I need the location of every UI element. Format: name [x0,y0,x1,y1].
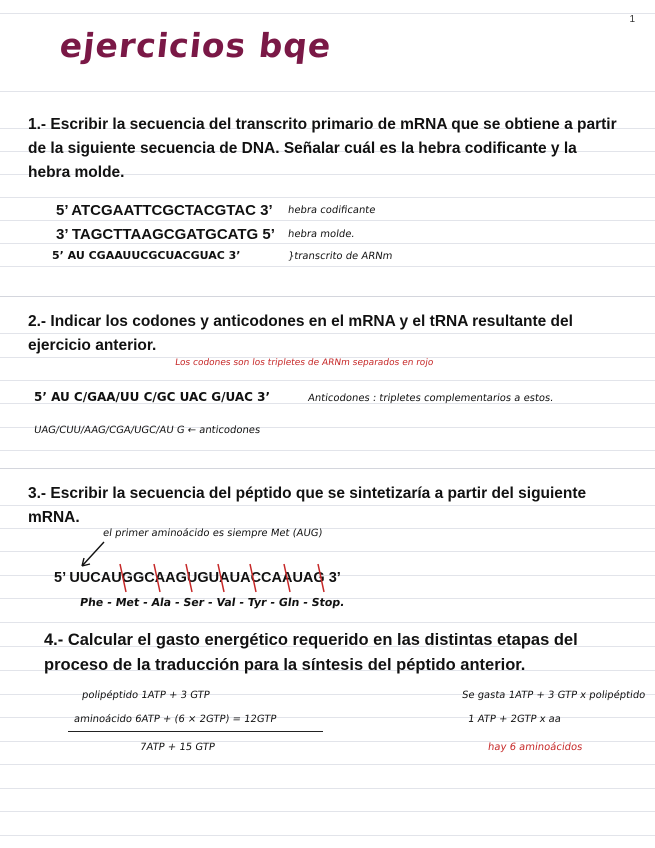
ruled-line [0,380,655,381]
ruled-line [0,266,655,267]
dna-template-strand: 3’ TAGCTTAAGCGATGCATG 5’ [56,226,275,243]
amino-acid-count-note: hay 6 aminoácidos [487,742,584,753]
mrna-transcript: 5’ AU CGAAUUCGCUACGUAC 3’ [52,249,241,262]
ruled-line [0,91,655,92]
page-number: 1 [629,14,635,25]
dna-coding-strand: 5’ ATCGAATTCGCTACGTAC 3’ [56,202,273,219]
ruled-line [0,197,655,198]
codon-line: 5’ AU C/GAA/UU C/GC UAC G/UAC 3’ [34,390,271,404]
cost-per-polypeptide-note: Se gasta 1ATP + 3 GTP x polipéptido [461,690,647,701]
codon-separator-marks [90,562,360,594]
template-strand-note: hebra molde. [287,229,356,240]
ruled-line [0,788,655,789]
codons-red-note: Los codones son los tripletes de ARNm separados en rojo [174,358,434,368]
ruled-line [0,764,655,765]
mrna-sequence: 5’ UUCAUGGCAAGUGUAUACCAAUAG 3’ [54,570,341,586]
ruled-line [0,811,655,812]
ruled-line [0,450,655,451]
question-4-text: 4.- Calcular el gasto energético requerido en las distintas etapas del proceso de la traducción para la síntesis del péptido anterior. [44,631,578,674]
polypeptide-cost: polipéptido 1ATP + 3 GTP [81,690,211,701]
anticodon-note: Anticodones : tripletes complementarios a estos. [307,393,555,404]
ruled-line [0,220,655,221]
question-1-text: 1.- Escribir la secuencia del transcrito primario de mRNA que se obtiene a partir de la siguiente secuencia de DNA. Señalar cuál es la hebra codificante y la hebra molde. [28,116,617,181]
amino-acid-cost: aminoácido 6ATP + (6 × 2GTP) = 12GTP [73,714,278,725]
page-title: ejercicios bqe [57,26,334,65]
coding-strand-note: hebra codificante [287,205,377,216]
cost-per-amino-acid-note: 1 ATP + 2GTP x aa [467,714,562,725]
anticodon-line: UAG/CUU/AAG/CGA/UGC/AU G ← anticodones [33,425,261,436]
question-3-text: 3.- Escribir la secuencia del péptido que se sintetizaría a partir del siguiente mRNA. [28,485,587,526]
total-cost: 7ATP + 15 GTP [139,742,216,753]
ruled-line [0,243,655,244]
ruled-line [0,296,655,297]
ruled-line [0,468,655,469]
ruled-line [0,13,655,14]
sum-underline [68,731,323,732]
question-2-text: 2.- Indicar los codones y anticodones en el mRNA y el tRNA resultante del ejercicio anterior. [28,313,573,354]
ruled-line [0,622,655,623]
transcript-note: }transcrito de ARNm [287,251,394,262]
peptide-sequence: Phe - Met - Ala - Ser - Val - Tyr - Gln - Stop. [79,596,346,609]
first-amino-note: el primer aminoácido es siempre Met (AUG) [102,528,324,539]
ruled-line [0,835,655,836]
